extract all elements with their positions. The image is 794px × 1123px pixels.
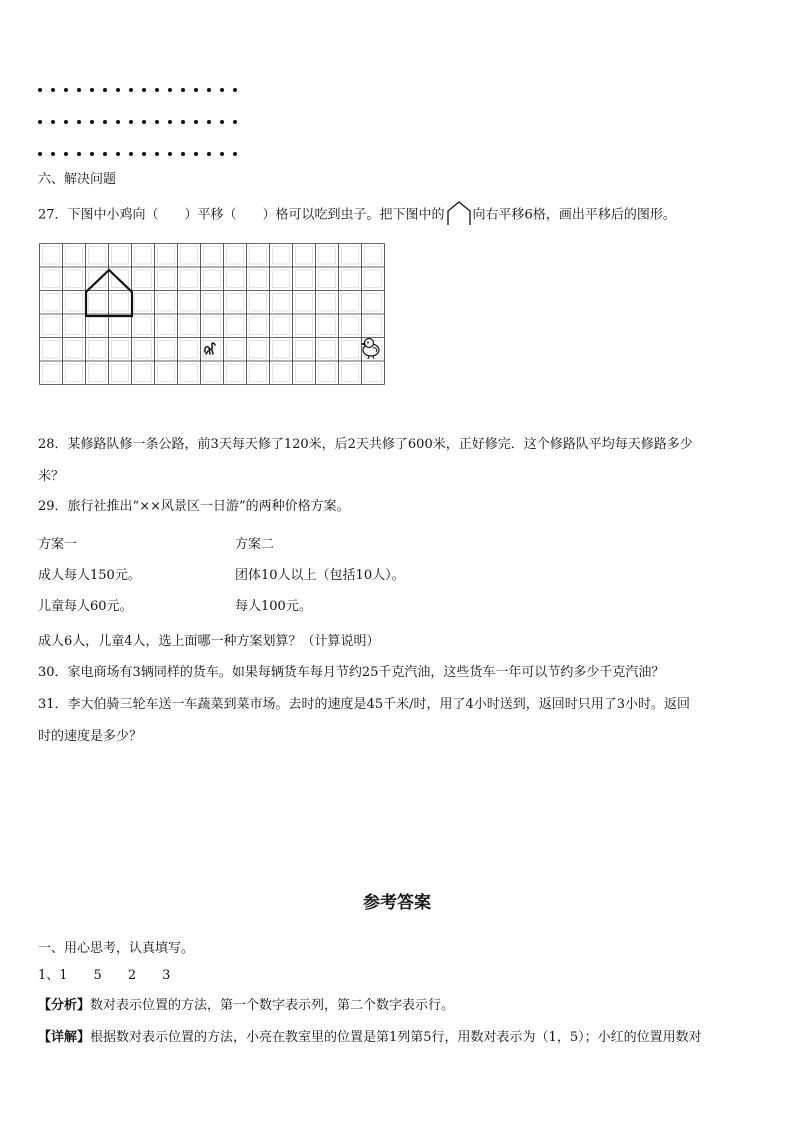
grid-cell <box>250 270 267 288</box>
grid-cell <box>89 364 106 382</box>
dot <box>207 152 211 156</box>
dot <box>64 88 68 92</box>
grid-cell <box>43 270 60 288</box>
dot <box>155 152 159 156</box>
dot <box>38 152 42 156</box>
grid-cell <box>365 364 382 382</box>
dot <box>155 120 159 124</box>
dot <box>194 152 198 156</box>
grid-cell <box>158 317 175 335</box>
dot <box>181 120 185 124</box>
question-30: 30．家电商场有3辆同样的货车。如果每辆货车每月节约25千克汽油，这些货车一年可以节约多少千克汽油？ <box>38 665 665 680</box>
grid-cell <box>181 270 198 288</box>
dot <box>207 88 211 92</box>
house-shape-icon <box>446 200 472 226</box>
question-31-line2: 时的速度是多少？ <box>38 729 143 744</box>
grid-cell <box>273 364 290 382</box>
dot <box>103 152 107 156</box>
dot <box>142 152 146 156</box>
grid-cell <box>227 317 244 335</box>
grid-cell <box>158 270 175 288</box>
grid-cell <box>135 270 152 288</box>
grid-cell <box>135 294 152 312</box>
grid-cell <box>319 294 336 312</box>
plan1-line1: 成人每人150元。 <box>38 568 141 583</box>
dot <box>51 152 55 156</box>
detail-tag: 【详解】 <box>38 1030 91 1045</box>
analysis-text: 数对表示位置的方法，第一个数字表示列，第二个数字表示行。 <box>90 998 455 1013</box>
dot <box>129 120 133 124</box>
grid-cell <box>319 270 336 288</box>
grid-cell <box>66 270 83 288</box>
grid-cell <box>296 270 313 288</box>
grid-cell <box>227 270 244 288</box>
grid-cell <box>296 317 313 335</box>
grid-cell <box>250 341 267 359</box>
dot <box>116 120 120 124</box>
grid-cell <box>181 364 198 382</box>
grid-cell <box>89 317 106 335</box>
grid-cell <box>181 247 198 265</box>
dot <box>64 120 68 124</box>
grid-cell <box>365 247 382 265</box>
dot <box>233 120 237 124</box>
grid-cell <box>273 317 290 335</box>
q27-text-part1: 27．下图中小鸡向（ ）平移（ ）格可以吃到虫子。把下图中的 <box>38 207 445 223</box>
grid-cell <box>112 341 129 359</box>
grid-cell <box>181 294 198 312</box>
dot <box>207 120 211 124</box>
grid-cell <box>89 270 106 288</box>
dot <box>233 152 237 156</box>
grid-cell <box>342 294 359 312</box>
question-29-ask: 成人6人，儿童4人，选上面哪一种方案划算？（计算说明） <box>38 634 380 649</box>
plan2-line2: 每人100元。 <box>235 599 312 614</box>
dot <box>77 120 81 124</box>
grid-cell <box>342 317 359 335</box>
grid-cell <box>43 317 60 335</box>
dot <box>194 88 198 92</box>
grid-cell <box>89 294 106 312</box>
dot-row-2 <box>38 120 246 124</box>
dot <box>142 120 146 124</box>
grid-cell <box>273 341 290 359</box>
dot <box>90 120 94 124</box>
grid-cell <box>112 247 129 265</box>
question-27 <box>38 202 676 228</box>
grid-cell <box>43 364 60 382</box>
grid-cell <box>204 270 221 288</box>
grid-cell <box>296 294 313 312</box>
answers-section-1: 一、用心思考，认真填写。 <box>38 941 195 956</box>
grid-cell <box>135 364 152 382</box>
answers-title: 参考答案 <box>363 893 431 913</box>
grid-cell <box>250 317 267 335</box>
worm-icon <box>205 343 215 354</box>
grid-cell <box>158 364 175 382</box>
grid-cell <box>342 270 359 288</box>
grid-cell <box>250 364 267 382</box>
grid-cell <box>227 364 244 382</box>
dot <box>51 120 55 124</box>
grid-cell <box>227 341 244 359</box>
dot <box>38 88 42 92</box>
grid-cell <box>66 364 83 382</box>
detail-line <box>38 1029 702 1047</box>
dot <box>220 88 224 92</box>
grid-cell <box>365 294 382 312</box>
dot <box>116 152 120 156</box>
dot <box>103 88 107 92</box>
plan2-line1: 团体10人以上（包括10人）。 <box>235 568 405 583</box>
dot <box>155 88 159 92</box>
grid-cell <box>158 247 175 265</box>
grid-cell <box>342 364 359 382</box>
detail-text: 根据数对表示位置的方法，小亮在教室里的位置是第1列第5行，用数对表示为（1，5）；小红的位置用数对 <box>90 1030 702 1045</box>
grid-cell <box>342 341 359 359</box>
grid-cell <box>181 317 198 335</box>
grid-cell <box>319 247 336 265</box>
grid-cell <box>296 364 313 382</box>
dot <box>181 88 185 92</box>
dot <box>38 120 42 124</box>
grid-cell <box>89 247 106 265</box>
dot <box>142 88 146 92</box>
grid-cell <box>66 294 83 312</box>
dot <box>181 152 185 156</box>
grid-cell <box>43 294 60 312</box>
grid-cell <box>365 270 382 288</box>
question-29-intro: 29．旅行社推出“××风景区一日游”的两种价格方案。 <box>38 499 350 514</box>
grid-cell <box>319 341 336 359</box>
grid-cell <box>135 247 152 265</box>
grid-cell <box>181 341 198 359</box>
dot <box>90 88 94 92</box>
answer-1: 1、1 5 2 3 <box>38 968 171 983</box>
dot <box>64 152 68 156</box>
dot <box>194 120 198 124</box>
grid-cell <box>66 341 83 359</box>
grid-cell <box>89 341 106 359</box>
plan1-title: 方案一 <box>38 537 78 552</box>
grid-cell <box>112 364 129 382</box>
grid-cell <box>250 247 267 265</box>
question-28-line1: 28．某修路队修一条公路，前3天每天修了120米，后2天共修了600米，正好修完．这个修路队平均每天修路多少 <box>38 437 693 452</box>
grid-cell <box>296 247 313 265</box>
grid-cell <box>66 317 83 335</box>
section-heading: 六、解决问题 <box>38 172 117 187</box>
dot-row-1 <box>38 88 246 92</box>
grid-cell <box>43 341 60 359</box>
dot <box>116 88 120 92</box>
grid-cell <box>319 364 336 382</box>
grid-cell <box>204 247 221 265</box>
dot <box>233 88 237 92</box>
dot <box>168 120 172 124</box>
grid-cell <box>112 317 129 335</box>
grid-cell <box>204 317 221 335</box>
analysis-line <box>38 997 454 1015</box>
grid-cell <box>273 247 290 265</box>
dot <box>220 152 224 156</box>
plan1-line2: 儿童每人60元。 <box>38 599 133 614</box>
plan2-title: 方案二 <box>235 537 275 552</box>
analysis-tag: 【分析】 <box>38 998 91 1013</box>
grid-lines <box>40 244 385 385</box>
dot <box>103 120 107 124</box>
grid-cell <box>135 317 152 335</box>
grid-cell <box>273 294 290 312</box>
dot <box>168 152 172 156</box>
dot <box>77 88 81 92</box>
dot <box>168 88 172 92</box>
grid-cell <box>66 247 83 265</box>
dot <box>90 152 94 156</box>
grid-cell <box>204 364 221 382</box>
grid-cell <box>250 294 267 312</box>
question-28-line2: 米？ <box>38 469 65 484</box>
dot <box>77 152 81 156</box>
chick-icon <box>362 339 380 360</box>
dot <box>220 120 224 124</box>
grid-cell <box>112 294 129 312</box>
translation-grid <box>39 243 385 385</box>
grid-cell <box>273 270 290 288</box>
q27-text-part2: 向右平移6格，画出平移后的图形。 <box>472 207 676 223</box>
dot-row-3 <box>38 152 246 156</box>
grid-cell <box>342 247 359 265</box>
grid-cell <box>158 341 175 359</box>
grid-cell <box>227 294 244 312</box>
dot <box>129 152 133 156</box>
grid-cell <box>135 341 152 359</box>
grid-cell <box>319 317 336 335</box>
dot <box>129 88 133 92</box>
dot <box>51 88 55 92</box>
grid-cell <box>158 294 175 312</box>
grid-cell <box>296 341 313 359</box>
grid-cell <box>227 247 244 265</box>
question-31-line1: 31．李大伯骑三轮车送一车蔬菜到菜市场。去时的速度是45千米/时，用了4小时送到，返回时只用了3小时。返回 <box>38 697 691 712</box>
grid-cell <box>204 294 221 312</box>
grid-cell <box>365 317 382 335</box>
grid-cell <box>43 247 60 265</box>
house-figure <box>86 270 132 316</box>
